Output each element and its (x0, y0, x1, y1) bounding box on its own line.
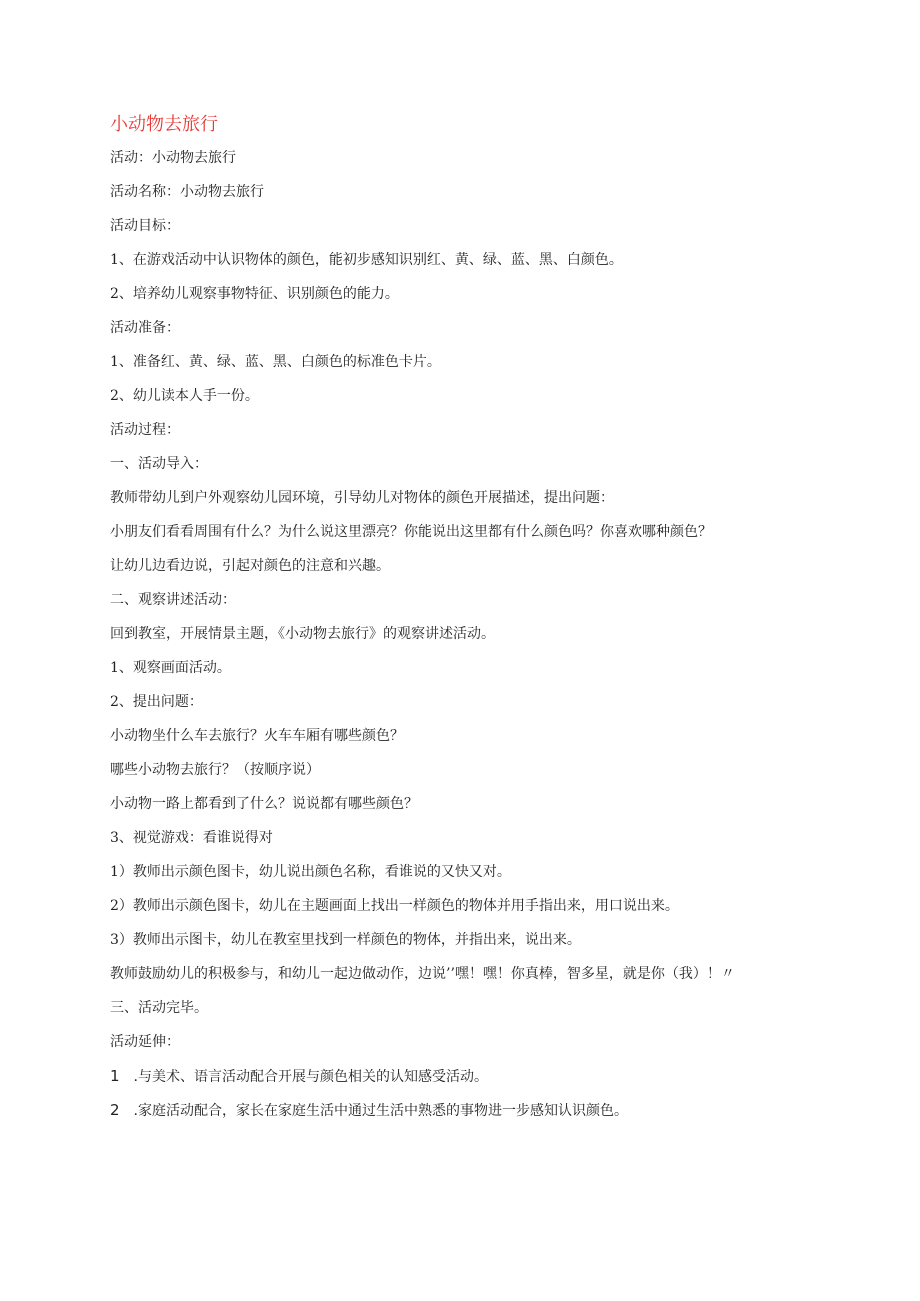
text-line: 二、观察讲述活动： (110, 592, 236, 608)
extension-number: 2 (110, 1101, 120, 1119)
text-line: 哪些小动物去旅行？（按顺序说） (110, 762, 320, 778)
text-line: 2、培养幼儿观察事物特征、识别颜色的能力。 (110, 286, 399, 302)
text-line: 2）教师出示颜色图卡，幼儿在主题画面上找出一样颜色的物体并用手指出来，用口说出来。 (110, 898, 679, 914)
text-line: 活动准备： (110, 320, 180, 336)
extension-text: .与美术、语言活动配合开展与颜色相关的认知感受活动。 (133, 1069, 488, 1085)
text-line: 回到教室，开展情景主题，《小动物去旅行》的观察讲述活动。 (110, 626, 495, 642)
text-line: 三、活动完毕。 (110, 1000, 208, 1016)
text-line: 一、活动导入： (110, 456, 208, 472)
text-line: 活动：小动物去旅行 (110, 150, 236, 166)
text-line: 教师带幼儿到户外观察幼儿园环境，引导幼儿对物体的颜色开展描述，提出问题： (110, 490, 614, 506)
text-line: 教师鼓励幼儿的积极参与，和幼儿一起边做动作，边说’’嘿！嘿！你真棒，智多星，就是你（我）！〃 (110, 966, 735, 982)
extension-item (110, 1066, 810, 1086)
text-line: 小动物一路上都看到了什么？说说都有哪些颜色？ (110, 796, 418, 812)
text-line: 2、幼儿读本人手一份。 (110, 388, 259, 404)
text-line: 让幼儿边看边说，引起对颜色的注意和兴趣。 (110, 558, 390, 574)
document-title: 小动物去旅行 (110, 114, 218, 135)
text-line: 活动过程： (110, 422, 180, 438)
text-line: 小动物坐什么车去旅行？火车车厢有哪些颜色？ (110, 728, 404, 744)
extension-text: .家庭活动配合，家长在家庭生活中通过生活中熟悉的事物进一步感知认识颜色。 (133, 1103, 628, 1119)
text-line: 2、提出问题： (110, 694, 203, 710)
document-content (110, 112, 810, 1134)
text-line: 3）教师出示图卡，幼儿在教室里找到一样颜色的物体，并指出来，说出来。 (110, 932, 581, 948)
text-line: 活动目标： (110, 218, 180, 234)
extension-number: 1 (110, 1067, 120, 1085)
text-line: 活动名称：小动物去旅行 (110, 184, 264, 200)
extension-item (110, 1100, 810, 1120)
text-line: 1、观察画面活动。 (110, 660, 231, 676)
text-line: 1）教师出示颜色图卡，幼儿说出颜色名称，看谁说的又快又对。 (110, 864, 511, 880)
text-line: 1、在游戏活动中认识物体的颜色，能初步感知识别红、黄、绿、蓝、黑、白颜色。 (110, 252, 623, 268)
text-line: 1、准备红、黄、绿、蓝、黑、白颜色的标准色卡片。 (110, 354, 441, 370)
text-line: 活动延伸： (110, 1034, 180, 1050)
text-line: 3、视觉游戏：看谁说得对 (110, 830, 273, 846)
text-line: 小朋友们看看周围有什么？为什么说这里漂亮？你能说出这里都有什么颜色吗？你喜欢哪种颜色？ (110, 524, 712, 540)
